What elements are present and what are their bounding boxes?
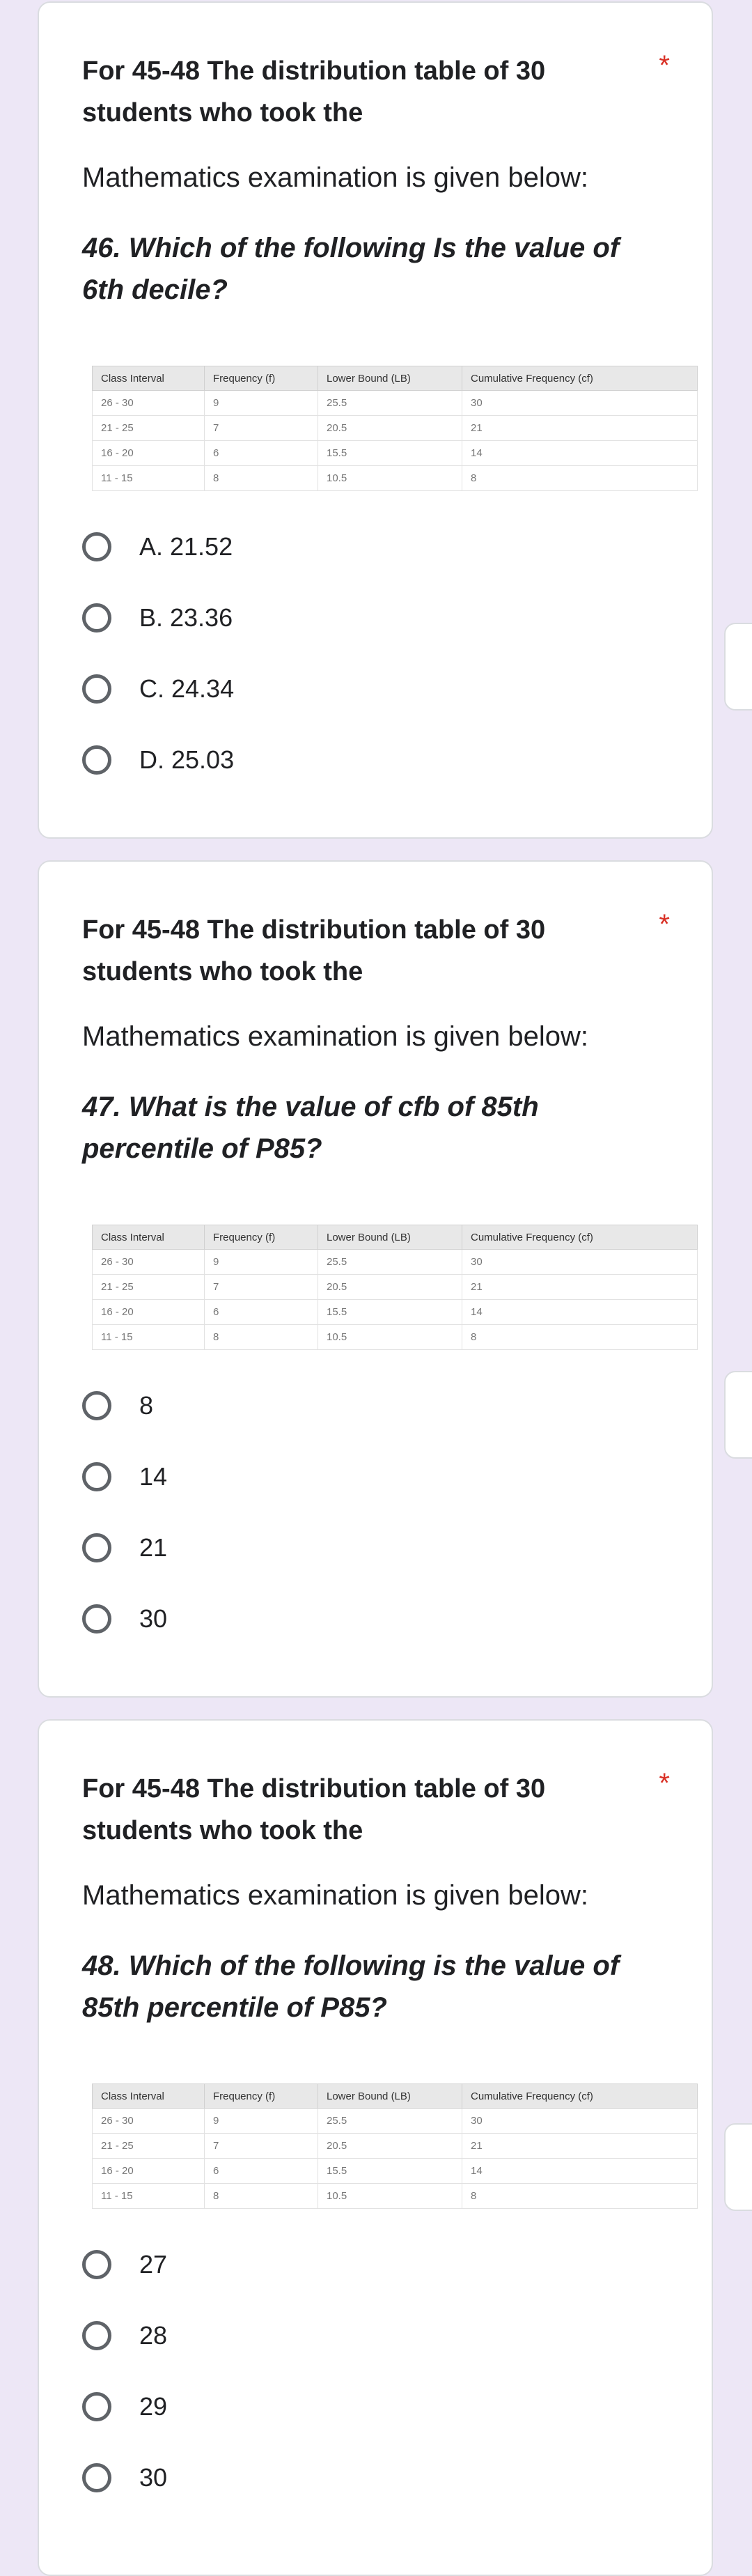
floating-toolbar[interactable] [724,2123,752,2211]
table-cell: 20.5 [318,1275,462,1300]
question-subtitle: Mathematics examination is given below: [82,1021,589,1052]
table-cell: 14 [462,441,698,466]
table-cell: 11 - 15 [93,2184,205,2209]
table-cell: 15.5 [318,1300,462,1325]
radio-option-27[interactable] [82,2244,167,2286]
table-cell: 8 [462,466,698,491]
table-cell: 6 [205,441,318,466]
table-header: Frequency (f) [205,366,318,391]
table-cell: 14 [462,1300,698,1325]
question-text: 46. Which of the following Is the value of 6th decile? [82,233,620,305]
question-subtitle: Mathematics examination is given below: [82,162,589,193]
floating-toolbar[interactable] [724,1371,752,1459]
table-cell: 21 [462,2134,698,2159]
table-row [93,1250,698,1275]
radio-option-b[interactable] [82,597,233,639]
option-label: 30 [139,1604,168,1633]
option-label: 29 [139,2392,168,2421]
table-cell: 15.5 [318,441,462,466]
table-header: Lower Bound (LB) [318,366,462,391]
table-header: Cumulative Frequency (cf) [462,366,698,391]
question-card-48 [38,1719,713,2576]
table-cell: 9 [205,1250,318,1275]
table-cell: 20.5 [318,2134,462,2159]
question-subtitle: Mathematics examination is given below: [82,1880,589,1911]
table-header: Cumulative Frequency (cf) [462,1225,698,1250]
table-row [93,1300,698,1325]
radio-option-14[interactable] [82,1456,167,1498]
question-text: 48. Which of the following is the value of 85th percentile of P85? [82,1950,620,2023]
table-header-row [93,2084,698,2109]
table-header: Cumulative Frequency (cf) [462,2084,698,2109]
radio-button[interactable] [82,603,111,633]
table-header-row [93,366,698,391]
table-cell: 8 [205,1325,318,1350]
required-asterisk: * [659,1768,670,1799]
radio-button[interactable] [82,1604,111,1634]
distribution-table [92,2084,698,2209]
table-header-row [93,1225,698,1250]
table-cell: 6 [205,2159,318,2184]
radio-button[interactable] [82,674,111,704]
table-header: Frequency (f) [205,1225,318,1250]
table-cell: 20.5 [318,416,462,441]
radio-button[interactable] [82,2463,111,2492]
radio-option-21[interactable] [82,1527,167,1569]
table-cell: 25.5 [318,1250,462,1275]
required-asterisk: * [659,909,670,940]
table-cell: 16 - 20 [93,1300,205,1325]
table-cell: 16 - 20 [93,2159,205,2184]
table-cell: 8 [462,1325,698,1350]
table-cell: 8 [205,466,318,491]
distribution-table [92,1225,698,1350]
radio-button[interactable] [82,745,111,775]
radio-button[interactable] [82,2392,111,2421]
table-row [93,2159,698,2184]
option-label: 30 [139,2463,168,2492]
radio-button[interactable] [82,2321,111,2350]
question-title: For 45-48 The distribution table of 30 students who took the [82,1774,546,1845]
table-header: Lower Bound (LB) [318,2084,462,2109]
table-cell: 7 [205,1275,318,1300]
table-row [93,466,698,491]
radio-button[interactable] [82,2250,111,2279]
table-cell: 30 [462,1250,698,1275]
table-cell: 9 [205,391,318,416]
table-header: Class Interval [93,2084,205,2109]
table-cell: 21 - 25 [93,1275,205,1300]
radio-option-29[interactable] [82,2386,167,2428]
table-cell: 30 [462,391,698,416]
radio-option-30[interactable] [82,1598,167,1640]
option-label: 8 [139,1391,154,1420]
radio-option-30[interactable] [82,2457,167,2499]
table-row [93,416,698,441]
required-asterisk: * [659,50,670,81]
table-cell: 7 [205,2134,318,2159]
table-cell: 21 [462,1275,698,1300]
table-cell: 9 [205,2109,318,2134]
radio-button[interactable] [82,532,111,561]
table-cell: 10.5 [318,466,462,491]
option-label: B. 23.36 [139,603,233,632]
table-cell: 25.5 [318,2109,462,2134]
table-row [93,2109,698,2134]
table-header: Frequency (f) [205,2084,318,2109]
question-title: For 45-48 The distribution table of 30 students who took the [82,915,546,986]
table-cell: 11 - 15 [93,1325,205,1350]
radio-option-c[interactable] [82,668,234,710]
floating-toolbar[interactable] [724,623,752,711]
question-card-46 [38,1,713,839]
table-cell: 21 - 25 [93,2134,205,2159]
option-label: 14 [139,1462,168,1491]
radio-button[interactable] [82,1533,111,1562]
table-row [93,391,698,416]
table-cell: 7 [205,416,318,441]
option-label: 28 [139,2321,168,2350]
table-cell: 14 [462,2159,698,2184]
table-header: Lower Bound (LB) [318,1225,462,1250]
table-cell: 8 [462,2184,698,2209]
question-title: For 45-48 The distribution table of 30 students who took the [82,56,546,127]
table-header: Class Interval [93,1225,205,1250]
radio-button[interactable] [82,1462,111,1491]
table-cell: 26 - 30 [93,1250,205,1275]
option-label: D. 25.03 [139,745,235,774]
table-row [93,441,698,466]
option-label: 21 [139,1533,168,1562]
table-row [93,1325,698,1350]
table-cell: 21 [462,416,698,441]
table-row [93,1275,698,1300]
option-label: 27 [139,2250,168,2279]
radio-option-a[interactable] [82,526,233,568]
option-label: C. 24.34 [139,674,235,703]
table-cell: 21 - 25 [93,416,205,441]
table-cell: 8 [205,2184,318,2209]
table-row [93,2184,698,2209]
table-row [93,2134,698,2159]
radio-option-d[interactable] [82,739,234,781]
table-cell: 25.5 [318,391,462,416]
table-cell: 11 - 15 [93,466,205,491]
radio-option-28[interactable] [82,2315,167,2357]
table-cell: 6 [205,1300,318,1325]
table-cell: 26 - 30 [93,2109,205,2134]
option-label: A. 21.52 [139,532,233,561]
table-cell: 15.5 [318,2159,462,2184]
table-cell: 10.5 [318,2184,462,2209]
question-card-47 [38,860,713,1698]
table-cell: 26 - 30 [93,391,205,416]
distribution-table [92,366,698,491]
table-header: Class Interval [93,366,205,391]
table-cell: 16 - 20 [93,441,205,466]
table-cell: 10.5 [318,1325,462,1350]
radio-option-8[interactable] [82,1385,153,1427]
question-text: 47. What is the value of cfb of 85th percentile of P85? [82,1092,539,1164]
table-cell: 30 [462,2109,698,2134]
radio-button[interactable] [82,1391,111,1420]
